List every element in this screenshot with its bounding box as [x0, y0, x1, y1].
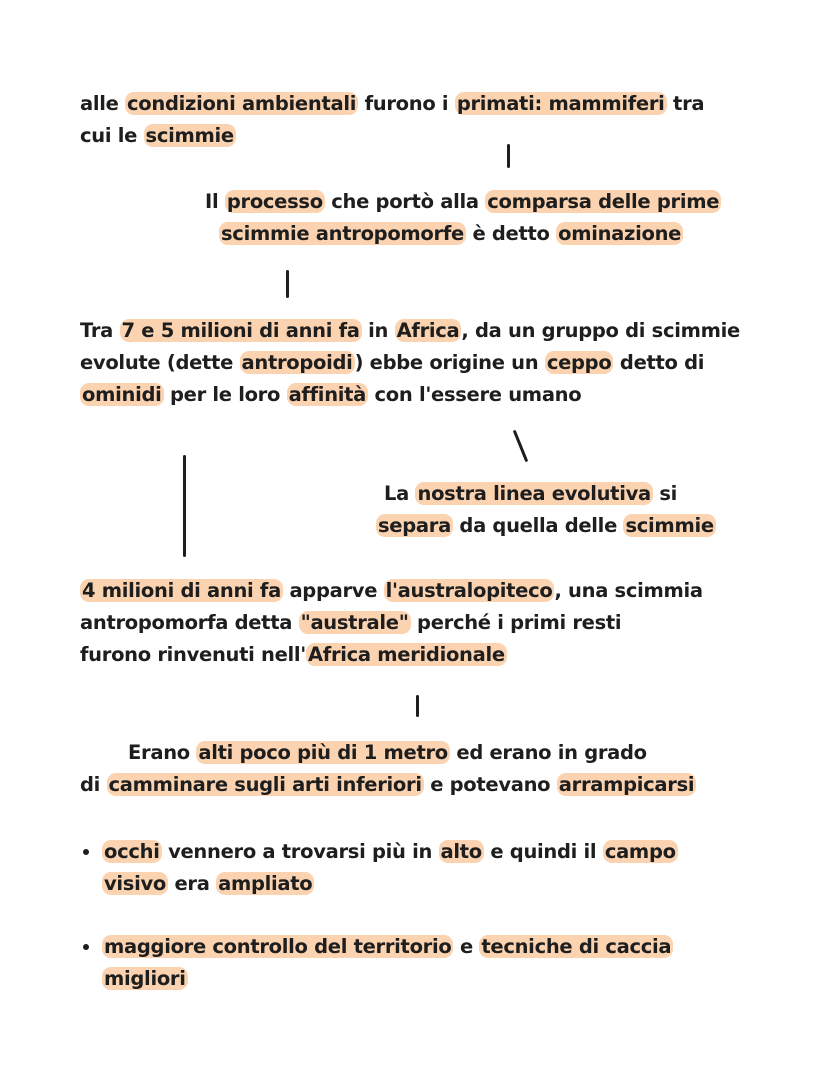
highlight: condizioni ambientali — [127, 92, 357, 115]
text-block-ominazione — [205, 186, 721, 250]
text-block-linea-evolutiva — [376, 478, 716, 542]
text-line: Tra 7 e 5 milioni di anni fa in Africa , da un gruppo di scimmie — [80, 319, 740, 342]
text-line: ominidi per le loro affinità con l'essere umano — [82, 383, 582, 406]
highlight: 7 e 5 milioni di anni fa — [121, 319, 360, 342]
text-block-primates — [80, 88, 704, 152]
highlight: tecniche di caccia — [481, 935, 672, 958]
text-line: evolute (dette antropoidi ) ebbe origine un ceppo detto di — [80, 351, 705, 374]
text-line: La nostra linea evolutiva si — [384, 482, 678, 505]
highlight: antropoidi — [241, 351, 353, 374]
text-line: furono rinvenuti nell' Africa meridionale — [80, 643, 505, 666]
text-line: di camminare sugli arti inferiori e potevano arrampicarsi — [80, 773, 695, 796]
highlight: scimmie — [625, 514, 714, 537]
highlight: visivo — [104, 872, 166, 895]
highlight: nostra linea evolutiva — [417, 482, 651, 505]
highlight: processo — [226, 190, 323, 213]
text-block-australopiteco — [80, 575, 703, 671]
highlight: ominidi — [82, 383, 162, 406]
highlight: ceppo — [546, 351, 612, 374]
bullet-dot — [83, 849, 89, 855]
text-line: maggiore controllo del territorio e tecniche di caccia — [104, 935, 672, 958]
bullet-item-occhi — [102, 836, 678, 900]
text-line: separa da quella delle scimmie — [378, 514, 714, 537]
highlight: migliori — [104, 967, 186, 990]
text-line: Il processo che portò alla comparsa delle prime — [205, 190, 720, 213]
connector-line — [507, 144, 510, 168]
connector-line-long — [183, 455, 186, 557]
highlight: arrampicarsi — [558, 773, 695, 796]
highlight: l'australopiteco — [385, 579, 553, 602]
text-block-ominidi — [80, 315, 740, 411]
connector-line — [286, 270, 289, 298]
highlight: affinità — [288, 383, 367, 406]
highlight: camminare sugli arti inferiori — [108, 773, 422, 796]
connector-line — [416, 695, 419, 717]
text-line: occhi vennero a trovarsi più in alto e quindi il campo — [104, 840, 676, 863]
highlight: Africa meridionale — [307, 643, 505, 666]
text-line: antropomorfa detta "australe" perché i primi resti — [80, 611, 622, 634]
highlight: ampliato — [218, 872, 313, 895]
text-line: Erano alti poco più di 1 metro ed erano in grado — [128, 741, 647, 764]
highlight: Africa — [396, 319, 460, 342]
text-line: cui le scimmie — [80, 124, 234, 147]
text-line: scimmie antropomorfe è detto ominazione — [221, 222, 682, 245]
highlight: separa — [378, 514, 451, 537]
highlight: scimmie — [145, 124, 234, 147]
highlight: alto — [440, 840, 482, 863]
highlight: 4 milioni di anni fa — [82, 579, 281, 602]
text-line: 4 milioni di anni fa apparve l'australopiteco , una scimmia — [82, 579, 703, 602]
highlight: ominazione — [558, 222, 682, 245]
text-line — [102, 963, 673, 995]
highlight: scimmie antropomorfe — [221, 222, 464, 245]
connector-line-diagonal — [513, 430, 529, 463]
bullet-item-controllo — [102, 931, 673, 995]
text-block-caratteristiche — [80, 737, 696, 801]
highlight: campo — [604, 840, 676, 863]
text-line: visivo era ampliato — [104, 872, 313, 895]
highlight: "australe" — [300, 611, 409, 634]
bullet-dot — [83, 944, 89, 950]
highlight: comparsa delle prime — [487, 190, 720, 213]
highlight: maggiore controllo del territorio — [104, 935, 452, 958]
highlight: alti poco più di 1 metro — [198, 741, 448, 764]
highlight: occhi — [104, 840, 160, 863]
text-line: alle condizioni ambientali furono i primati: mammiferi tra — [80, 92, 705, 115]
highlight: primati: mammiferi — [456, 92, 665, 115]
